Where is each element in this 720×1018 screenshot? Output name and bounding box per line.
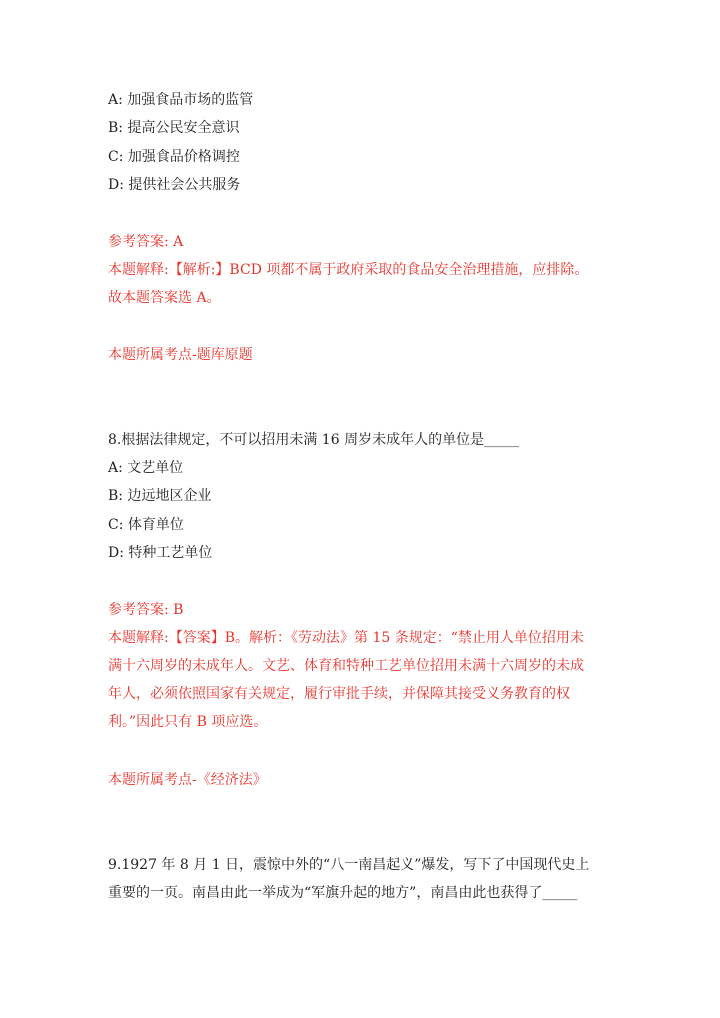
q8-option-a: A: 文艺单位 bbox=[108, 460, 184, 476]
q7-option-c: C: 加强食品价格调控 bbox=[108, 149, 240, 165]
q7-explanation-line-1: 本题解释:【解析:】BCD 项都不属于政府采取的食品安全治理措施，应排除。 bbox=[108, 262, 589, 278]
q7-option-a: A: 加强食品市场的监管 bbox=[108, 92, 254, 108]
q9-question-line-1: 9.1927 年 8 月 1 日，震惊中外的“八一南昌起义”爆发，写下了中国现代史上 bbox=[108, 857, 590, 873]
q7-answer: 参考答案: A bbox=[108, 234, 184, 250]
q8-answer: 参考答案: B bbox=[108, 602, 184, 618]
q8-option-c: C: 体育单位 bbox=[108, 517, 184, 533]
q8-question: 8.根据法律规定，不可以招用未满 16 周岁未成年人的单位是_____ bbox=[108, 432, 520, 448]
q9-question-line-2: 重要的一页。南昌由此一举成为“军旗升起的地方”，南昌由此也获得了_____ bbox=[108, 885, 578, 901]
q8-explanation-line-1: 本题解释:【答案】B。解析：《劳动法》第 15 条规定：“禁止用人单位招用未 bbox=[108, 630, 584, 646]
q8-option-b: B: 边远地区企业 bbox=[108, 488, 212, 504]
q7-option-d: D: 提供社会公共服务 bbox=[108, 177, 241, 193]
q7-option-b: B: 提高公民安全意识 bbox=[108, 120, 240, 136]
q8-category: 本题所属考点-《经济法》 bbox=[108, 772, 267, 788]
q7-category: 本题所属考点-题库原题 bbox=[108, 347, 253, 363]
q8-explanation-line-4: 利。”因此只有 B 项应选。 bbox=[108, 714, 268, 730]
q8-explanation-line-2: 满十六周岁的未成年人。文艺、体育和特种工艺单位招用未满十六周岁的未成 bbox=[108, 658, 584, 674]
q8-option-d: D: 特种工艺单位 bbox=[108, 545, 213, 561]
q8-explanation-line-3: 年人，必须依照国家有关规定，履行审批手续，并保障其接受义务教育的权 bbox=[108, 686, 570, 702]
q7-explanation-line-2: 故本题答案选 A。 bbox=[108, 290, 221, 306]
